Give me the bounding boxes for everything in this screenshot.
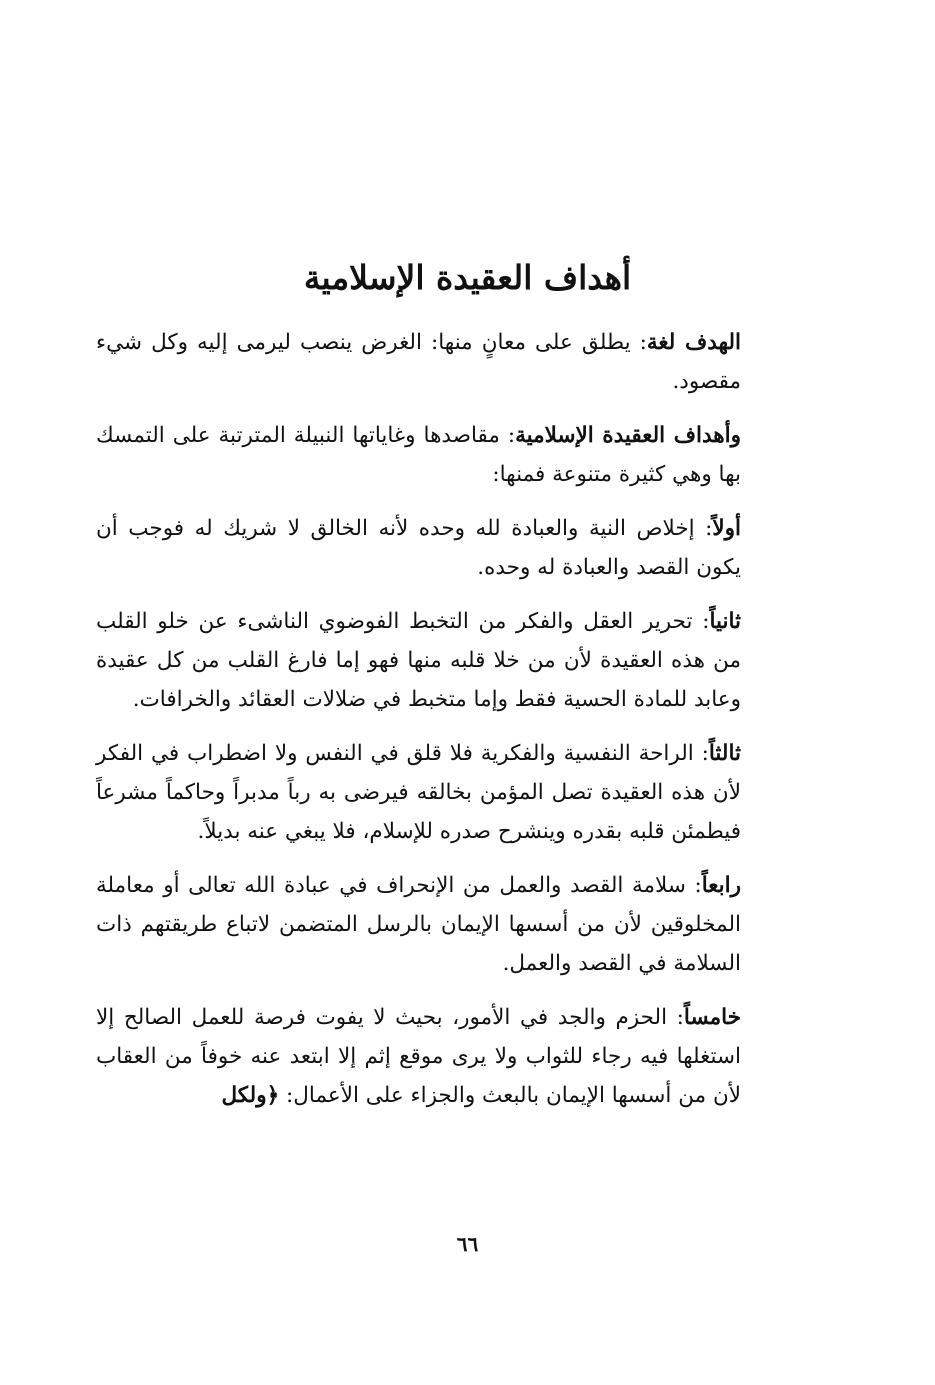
quran-quote-start: ﴿ولكل [221, 1083, 280, 1108]
paragraph-lead: أولاً [712, 516, 741, 541]
paragraph-fourth [96, 866, 741, 983]
paragraph-objectives [96, 416, 741, 494]
paragraph-text: : يطلق على معانٍ منها: الغرض ينصب ليرمى إليه وكل شيء مقصود. [96, 330, 741, 394]
paragraph-lead: رابعاً [701, 873, 741, 898]
paragraph-text: : الراحة النفسية والفكرية فلا قلق في النفس ولا اضطراب في الفكر لأن هذه العقيدة تصل المؤمن بخالقه فيرضى به رباً مدبراً وحاكماً مشرعاً فيطمئن قلبه بقدره وينشرح صدره للإسلام، فلا يبغي عنه بديلاً. [96, 741, 741, 844]
paragraph-lead: ثانياً [709, 609, 741, 634]
paragraph-lead: وأهداف العقيدة الإسلامية [515, 423, 741, 448]
paragraph-text: : سلامة القصد والعمل من الإنحراف في عبادة الله تعالى أو معاملة المخلوقين لأن من أسسها الإيمان بالرسل المتضمن لاتباع طريقتهم ذات السلامة في القصد والعمل. [96, 873, 741, 976]
paragraph-lead: ثالثاً [708, 741, 741, 766]
paragraph-text: : الحزم والجد في الأمور، بحيث لا يفوت فرصة للعمل الصالح إلا استغلها فيه رجاء للثواب ولا يرى موقع إثم إلا ابتعد عنه خوفاً من العقاب لأن من أسسها الإيمان بالبعث والجزاء على الأعمال: [96, 1005, 741, 1108]
page-number: ٦٦ [456, 1232, 479, 1256]
paragraph-text: : تحرير العقل والفكر من التخبط الفوضوي الناشىء عن خلو القلب من هذه العقيدة لأن من خلا قلبه منها فهو إما فارغ القلب من كل عقيدة وعابد للمادة الحسية فقط وإما متخبط في ضلالات العقائد والخرافات. [96, 609, 741, 712]
page-title: أهداف العقيدة الإسلامية [303, 258, 632, 297]
paragraph-definition [96, 323, 741, 401]
paragraph-text: : مقاصدها وغاياتها النبيلة المترتبة على التمسك بها وهي كثيرة متنوعة فمنها: [96, 423, 741, 487]
body-text [96, 323, 741, 1130]
paragraph-lead: الهدف لغة [646, 330, 741, 355]
paragraph-second [96, 602, 741, 719]
paragraph-text: : إخلاص النية والعبادة لله وحده لأنه الخالق لا شريك له فوجب أن يكون القصد والعبادة له وحده. [96, 516, 741, 580]
paragraph-lead: خامساً [683, 1005, 741, 1030]
paragraph-fifth [96, 998, 741, 1115]
paragraph-first [96, 509, 741, 587]
paragraph-third [96, 734, 741, 851]
